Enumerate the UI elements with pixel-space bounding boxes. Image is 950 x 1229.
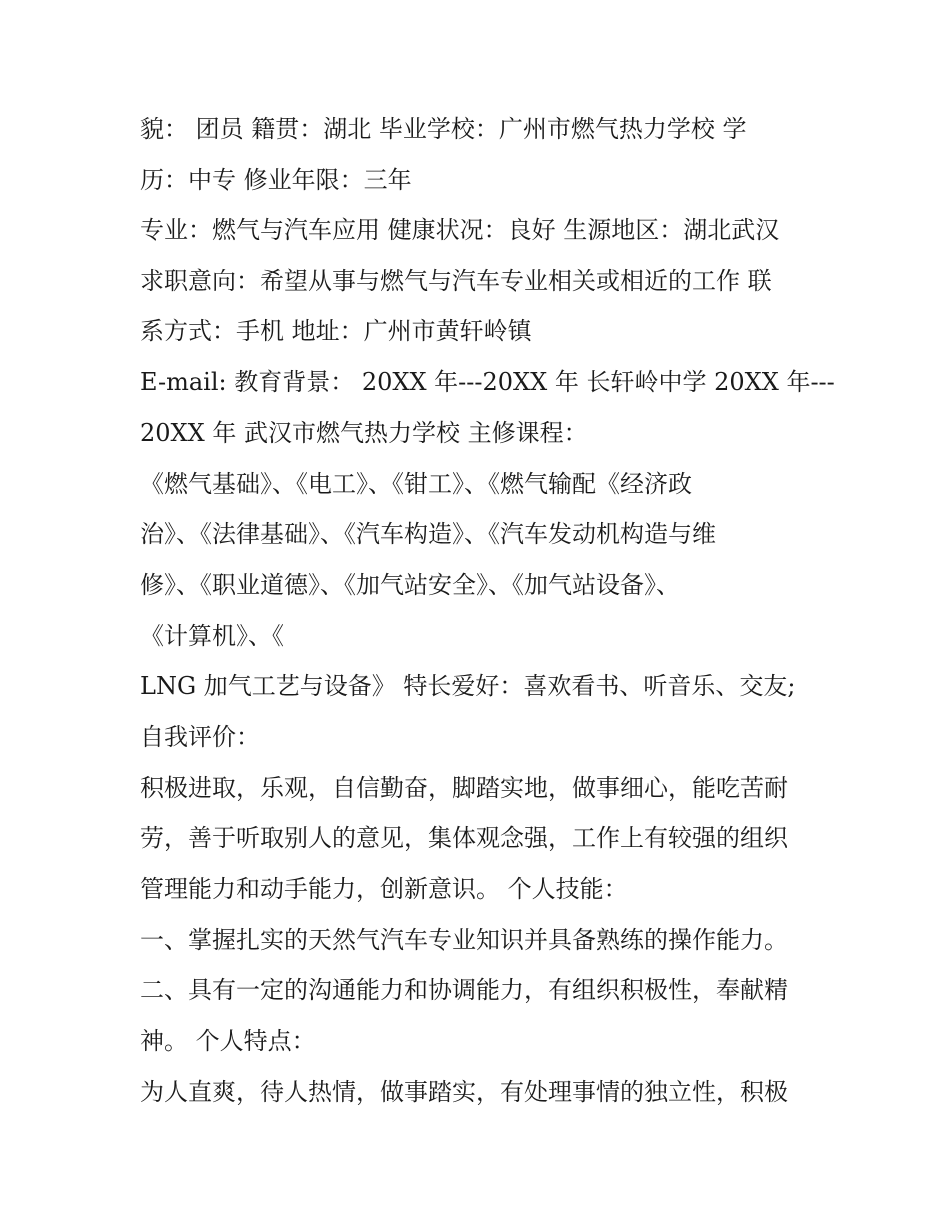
text-line: 专业：燃气与汽车应用 健康状况：良好 生源地区：湖北武汉 [140, 216, 780, 244]
text-line: 神。 个人特点： [140, 1027, 316, 1055]
text-line: 《燃气基础》、《电工》、《钳工》、《燃气输配《经济政 [140, 470, 692, 498]
text-line: LNG 加气工艺与设备》 特长爱好：喜欢看书、听音乐、交友; [140, 672, 796, 700]
text-line: 《计算机》、《 [140, 622, 284, 650]
text-line: 历：中专 修业年限：三年 [140, 166, 412, 194]
text-line: 为人直爽，待人热情，做事踏实，有处理事情的独立性，积极 [140, 1078, 788, 1106]
text-line: 求职意向：希望从事与燃气与汽车专业相关或相近的工作 联 [140, 267, 772, 295]
text-line: E-mail: 教育背景： 20XX 年---20XX 年 长轩岭中学 20XX 年--- [140, 368, 835, 396]
text-line: 治》、《法律基础》、《汽车构造》、《汽车发动机构造与维 [140, 520, 716, 548]
text-line: 劳，善于听取别人的意见，集体观念强，工作上有较强的组织 [140, 824, 788, 852]
text-line: 二、具有一定的沟通能力和协调能力，有组织积极性，奉献精 [140, 976, 788, 1004]
text-line: 20XX 年 武汉市燃气热力学校 主修课程： [140, 419, 588, 447]
text-line: 自我评价： [140, 723, 260, 751]
text-line: 管理能力和动手能力，创新意识。 个人技能： [140, 875, 628, 903]
text-line: 修》、《职业道德》、《加气站安全》、《加气站设备》、 [140, 571, 680, 599]
text-line: 系方式：手机 地址：广州市黄轩岭镇 [140, 317, 532, 345]
text-line: 一、掌握扎实的天然气汽车专业知识并具备熟练的操作能力。 [140, 926, 788, 954]
text-line: 貌： 团员 籍贯：湖北 毕业学校：广州市燃气热力学校 学 [140, 115, 747, 143]
text-line: 积极进取，乐观，自信勤奋，脚踏实地，做事细心，能吃苦耐 [140, 774, 788, 802]
